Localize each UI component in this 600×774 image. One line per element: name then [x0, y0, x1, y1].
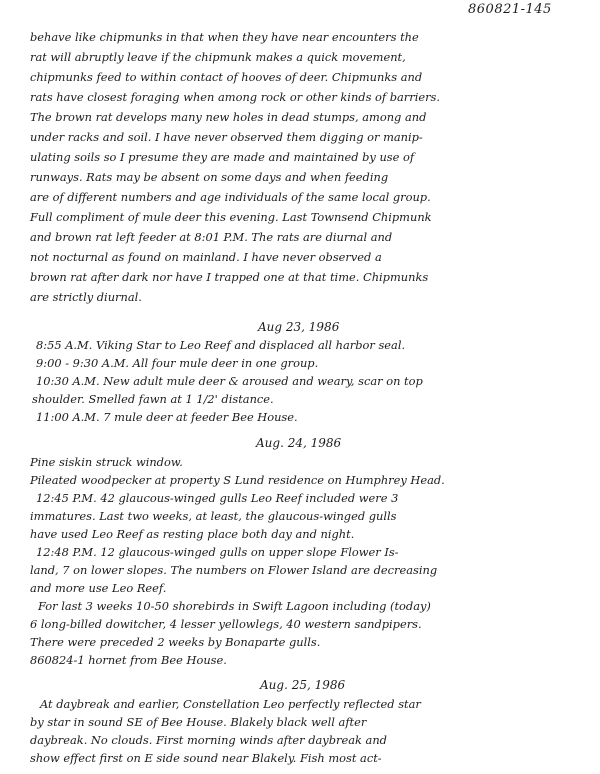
entry-line: show effect first on E side sound near Blakely. Fish most act- [30, 751, 382, 765]
entry-line: 11:00 A.M. 7 mule deer at feeder Bee House. [36, 410, 298, 424]
entry-line: At daybreak and earlier, Constellation Leo perfectly reflected star [40, 697, 421, 711]
entry-line: 9:00 - 9:30 A.M. All four mule deer in one group. [36, 356, 319, 370]
intro-line: and brown rat left feeder at 8:01 P.M. The rats are diurnal and [30, 230, 393, 244]
entry-line: 12:45 P.M. 42 glaucous-winged gulls Leo Reef included were 3 [36, 491, 399, 505]
page-id: 860821-145 [468, 2, 552, 17]
intro-line: Full compliment of mule deer this evening. Last Townsend Chipmunk [30, 210, 432, 224]
intro-line: not nocturnal as found on mainland. I have never observed a [30, 250, 382, 264]
intro-line: rat will abruptly leave if the chipmunk makes a quick movement, [30, 50, 406, 64]
entry-date: Aug. 25, 1986 [260, 678, 346, 692]
entry-date: Aug 23, 1986 [258, 320, 340, 334]
intro-line: chipmunks feed to within contact of hooves of deer. Chipmunks and [30, 70, 423, 84]
entry-line: 8:55 A.M. Viking Star to Leo Reef and displaced all harbor seal. [36, 338, 406, 352]
entry-line: 860824-1 hornet from Bee House. [30, 653, 227, 667]
entry-line: daybreak. No clouds. First morning winds after daybreak and [30, 733, 387, 747]
entry-line: by star in sound SE of Bee House. Blakely black well after [30, 715, 367, 729]
intro-line: under racks and soil. I have never observed them digging or manip- [30, 130, 423, 144]
intro-line: runways. Rats may be absent on some days and when feeding [30, 170, 389, 184]
intro-line: The brown rat develops many new holes in dead stumps, among and [30, 110, 427, 124]
entry-line: There were preceded 2 weeks by Bonaparte gulls. [30, 635, 321, 649]
entry-line: 12:48 P.M. 12 glaucous-winged gulls on upper slope Flower Is- [36, 545, 399, 559]
entry-line: have used Leo Reef as resting place both day and night. [30, 527, 355, 541]
entry-line: land, 7 on lower slopes. The numbers on Flower Island are decreasing [30, 563, 438, 577]
entry-line: 6 long-billed dowitcher, 4 lesser yellowlegs, 40 western sandpipers. [30, 617, 422, 631]
intro-line: rats have closest foraging when among rock or other kinds of barriers. [30, 90, 440, 104]
entry-line: and more use Leo Reef. [30, 581, 167, 595]
intro-line: behave like chipmunks in that when they have near encounters the [30, 30, 419, 44]
intro-line: are strictly diurnal. [30, 290, 142, 304]
intro-line: ulating soils so I presume they are made and maintained by use of [30, 150, 415, 164]
entry-line: immatures. Last two weeks, at least, the glaucous-winged gulls [30, 509, 397, 523]
entry-line: shoulder. Smelled fawn at 1 1/2' distance. [32, 392, 274, 406]
entry-line: Pileated woodpecker at property S Lund residence on Humphrey Head. [30, 473, 445, 487]
entry-date: Aug. 24, 1986 [256, 436, 342, 450]
intro-line: are of different numbers and age individuals of the same local group. [30, 190, 431, 204]
entry-line: For last 3 weeks 10-50 shorebirds in Swift Lagoon including (today) [38, 599, 431, 613]
entry-line: Pine siskin struck window. [30, 455, 183, 469]
entry-line: 10:30 A.M. New adult mule deer & aroused and weary, scar on top [36, 374, 423, 388]
intro-line: brown rat after dark nor have I trapped one at that time. Chipmunks [30, 270, 429, 284]
